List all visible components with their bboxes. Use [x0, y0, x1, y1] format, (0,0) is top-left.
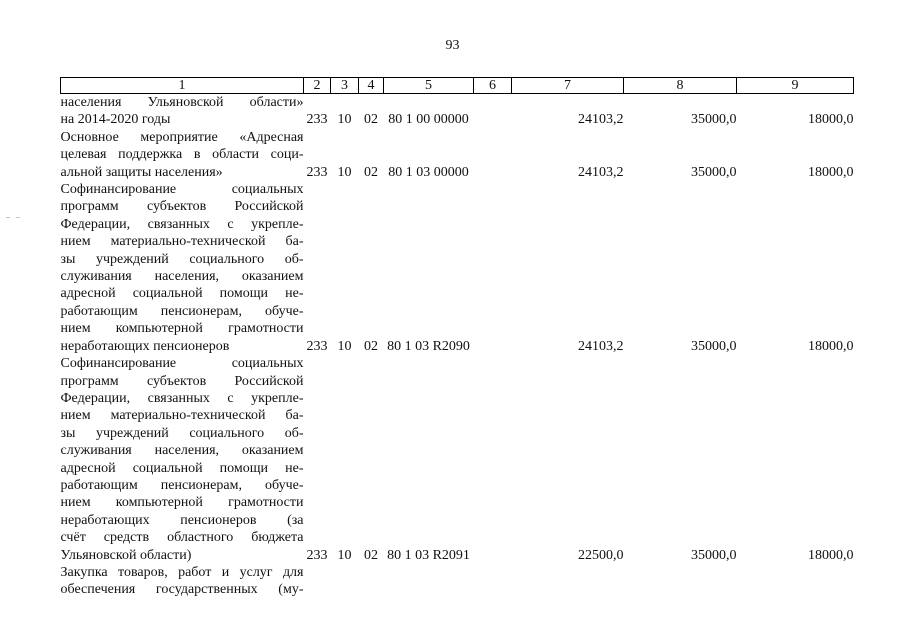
description-line: на 2014-2020 годы [60, 112, 171, 128]
description-line: нием компьютерной грамотности [60, 495, 304, 511]
description-line: Федерации, связанных с укрепле- [60, 216, 304, 232]
cell-csr: 80 1 03 R2090 [387, 338, 470, 354]
description-line: целевая поддержка в области соци- [60, 147, 304, 163]
description-line: зы учреждений социального об- [60, 425, 304, 441]
column-header-5: 5 [384, 78, 474, 94]
description-line: Софинансирование социальных [60, 356, 304, 372]
description-line: счёт средств областного бюджета [60, 530, 304, 546]
column-header-6: 6 [474, 78, 512, 94]
description-line: альной защиты населения» [60, 164, 223, 180]
cell-amount-col7: 24103,2 [578, 338, 624, 354]
column-header-9: 9 [737, 78, 854, 94]
cell-amount-col7: 22500,0 [578, 547, 624, 563]
cell-csr: 80 1 03 00000 [388, 164, 469, 180]
cell-pr: 02 [364, 164, 378, 180]
description-line: нием компьютерной грамотности [60, 321, 304, 337]
description-line: зы учреждений социального об- [60, 251, 304, 267]
budget-table [60, 77, 854, 599]
cell-gr: 233 [306, 338, 328, 354]
column-number-row [61, 78, 854, 94]
cell-amount-col9 [737, 564, 854, 599]
cell-csr: 80 1 03 R2091 [387, 547, 470, 563]
row-description [61, 94, 304, 129]
description-line: нием материально-технической ба- [60, 234, 304, 250]
cell-rz: 10 [337, 338, 352, 354]
cell-amount-col9: 18000,0 [808, 112, 854, 128]
description-line: работающим пенсионерам, обуче- [60, 477, 304, 493]
column-header-1: 1 [61, 78, 304, 94]
description-line: Федерации, связанных с укрепле- [60, 390, 304, 406]
cell-amount-col9: 18000,0 [808, 338, 854, 354]
description-line: Закупка товаров, работ и услуг для [60, 564, 304, 580]
description-line: программ субъектов Российской [60, 199, 304, 215]
cell-amount-col8: 35000,0 [691, 338, 737, 354]
column-header-7: 7 [512, 78, 624, 94]
table-row [61, 181, 854, 355]
cell-amount-col9: 18000,0 [808, 164, 854, 180]
table-row [61, 564, 854, 599]
description-line: служивания населения, оказанием [60, 269, 304, 285]
cell-gr: 233 [306, 112, 328, 128]
description-line: обеспечения государственных (му- [60, 582, 304, 598]
row-description [61, 181, 304, 355]
cell-vr [474, 564, 512, 599]
cell-gr [304, 564, 331, 599]
cell-vr [474, 181, 512, 355]
cell-vr [474, 129, 512, 181]
description-line: Ульяновской области) [60, 547, 192, 563]
cell-rz: 10 [337, 164, 352, 180]
table-body [61, 94, 854, 599]
scan-speck: – [6, 212, 10, 221]
row-description [61, 129, 304, 181]
cell-rz: 10 [337, 547, 352, 563]
row-description [61, 355, 304, 564]
column-header-4: 4 [359, 78, 384, 94]
cell-amount-col8 [624, 564, 737, 599]
cell-amount-col7: 24103,2 [578, 112, 624, 128]
description-line: служивания населения, оказанием [60, 443, 304, 459]
scan-speck: – [16, 212, 20, 221]
cell-amount-col8: 35000,0 [691, 164, 737, 180]
column-header-2: 2 [304, 78, 331, 94]
cell-gr: 233 [306, 547, 328, 563]
cell-rz [331, 564, 359, 599]
description-line: населения Ульяновской области» [60, 95, 304, 110]
cell-amount-col7 [512, 564, 624, 599]
cell-rz: 10 [337, 112, 352, 128]
cell-pr: 02 [364, 547, 378, 563]
cell-amount-col8: 35000,0 [691, 547, 737, 563]
column-header-8: 8 [624, 78, 737, 94]
row-description [61, 564, 304, 599]
description-line: адресной социальной помощи не- [60, 286, 304, 302]
cell-csr [384, 564, 474, 599]
description-line: адресной социальной помощи не- [60, 460, 304, 476]
cell-amount-col8: 35000,0 [691, 112, 737, 128]
cell-amount-col7: 24103,2 [578, 164, 624, 180]
cell-vr [474, 94, 512, 129]
column-header-3: 3 [331, 78, 359, 94]
table-row [61, 94, 854, 129]
cell-pr: 02 [364, 338, 378, 354]
table-row [61, 355, 854, 564]
cell-amount-col9: 18000,0 [808, 547, 854, 563]
description-line: неработающих пенсионеров (за [60, 512, 304, 528]
description-line: нием материально-технической ба- [60, 408, 304, 424]
description-line: неработающих пенсионеров [60, 338, 230, 354]
description-line: Софинансирование социальных [60, 182, 304, 198]
cell-csr: 80 1 00 00000 [388, 112, 469, 128]
cell-pr [359, 564, 384, 599]
cell-vr [474, 355, 512, 564]
table-row [61, 129, 854, 181]
page-number: 93 [445, 38, 460, 53]
cell-pr: 02 [364, 112, 378, 128]
description-line: программ субъектов Российской [60, 373, 304, 389]
cell-gr: 233 [306, 164, 328, 180]
description-line: работающим пенсионерам, обуче- [60, 303, 304, 319]
description-line: Основное мероприятие «Адресная [60, 129, 304, 145]
